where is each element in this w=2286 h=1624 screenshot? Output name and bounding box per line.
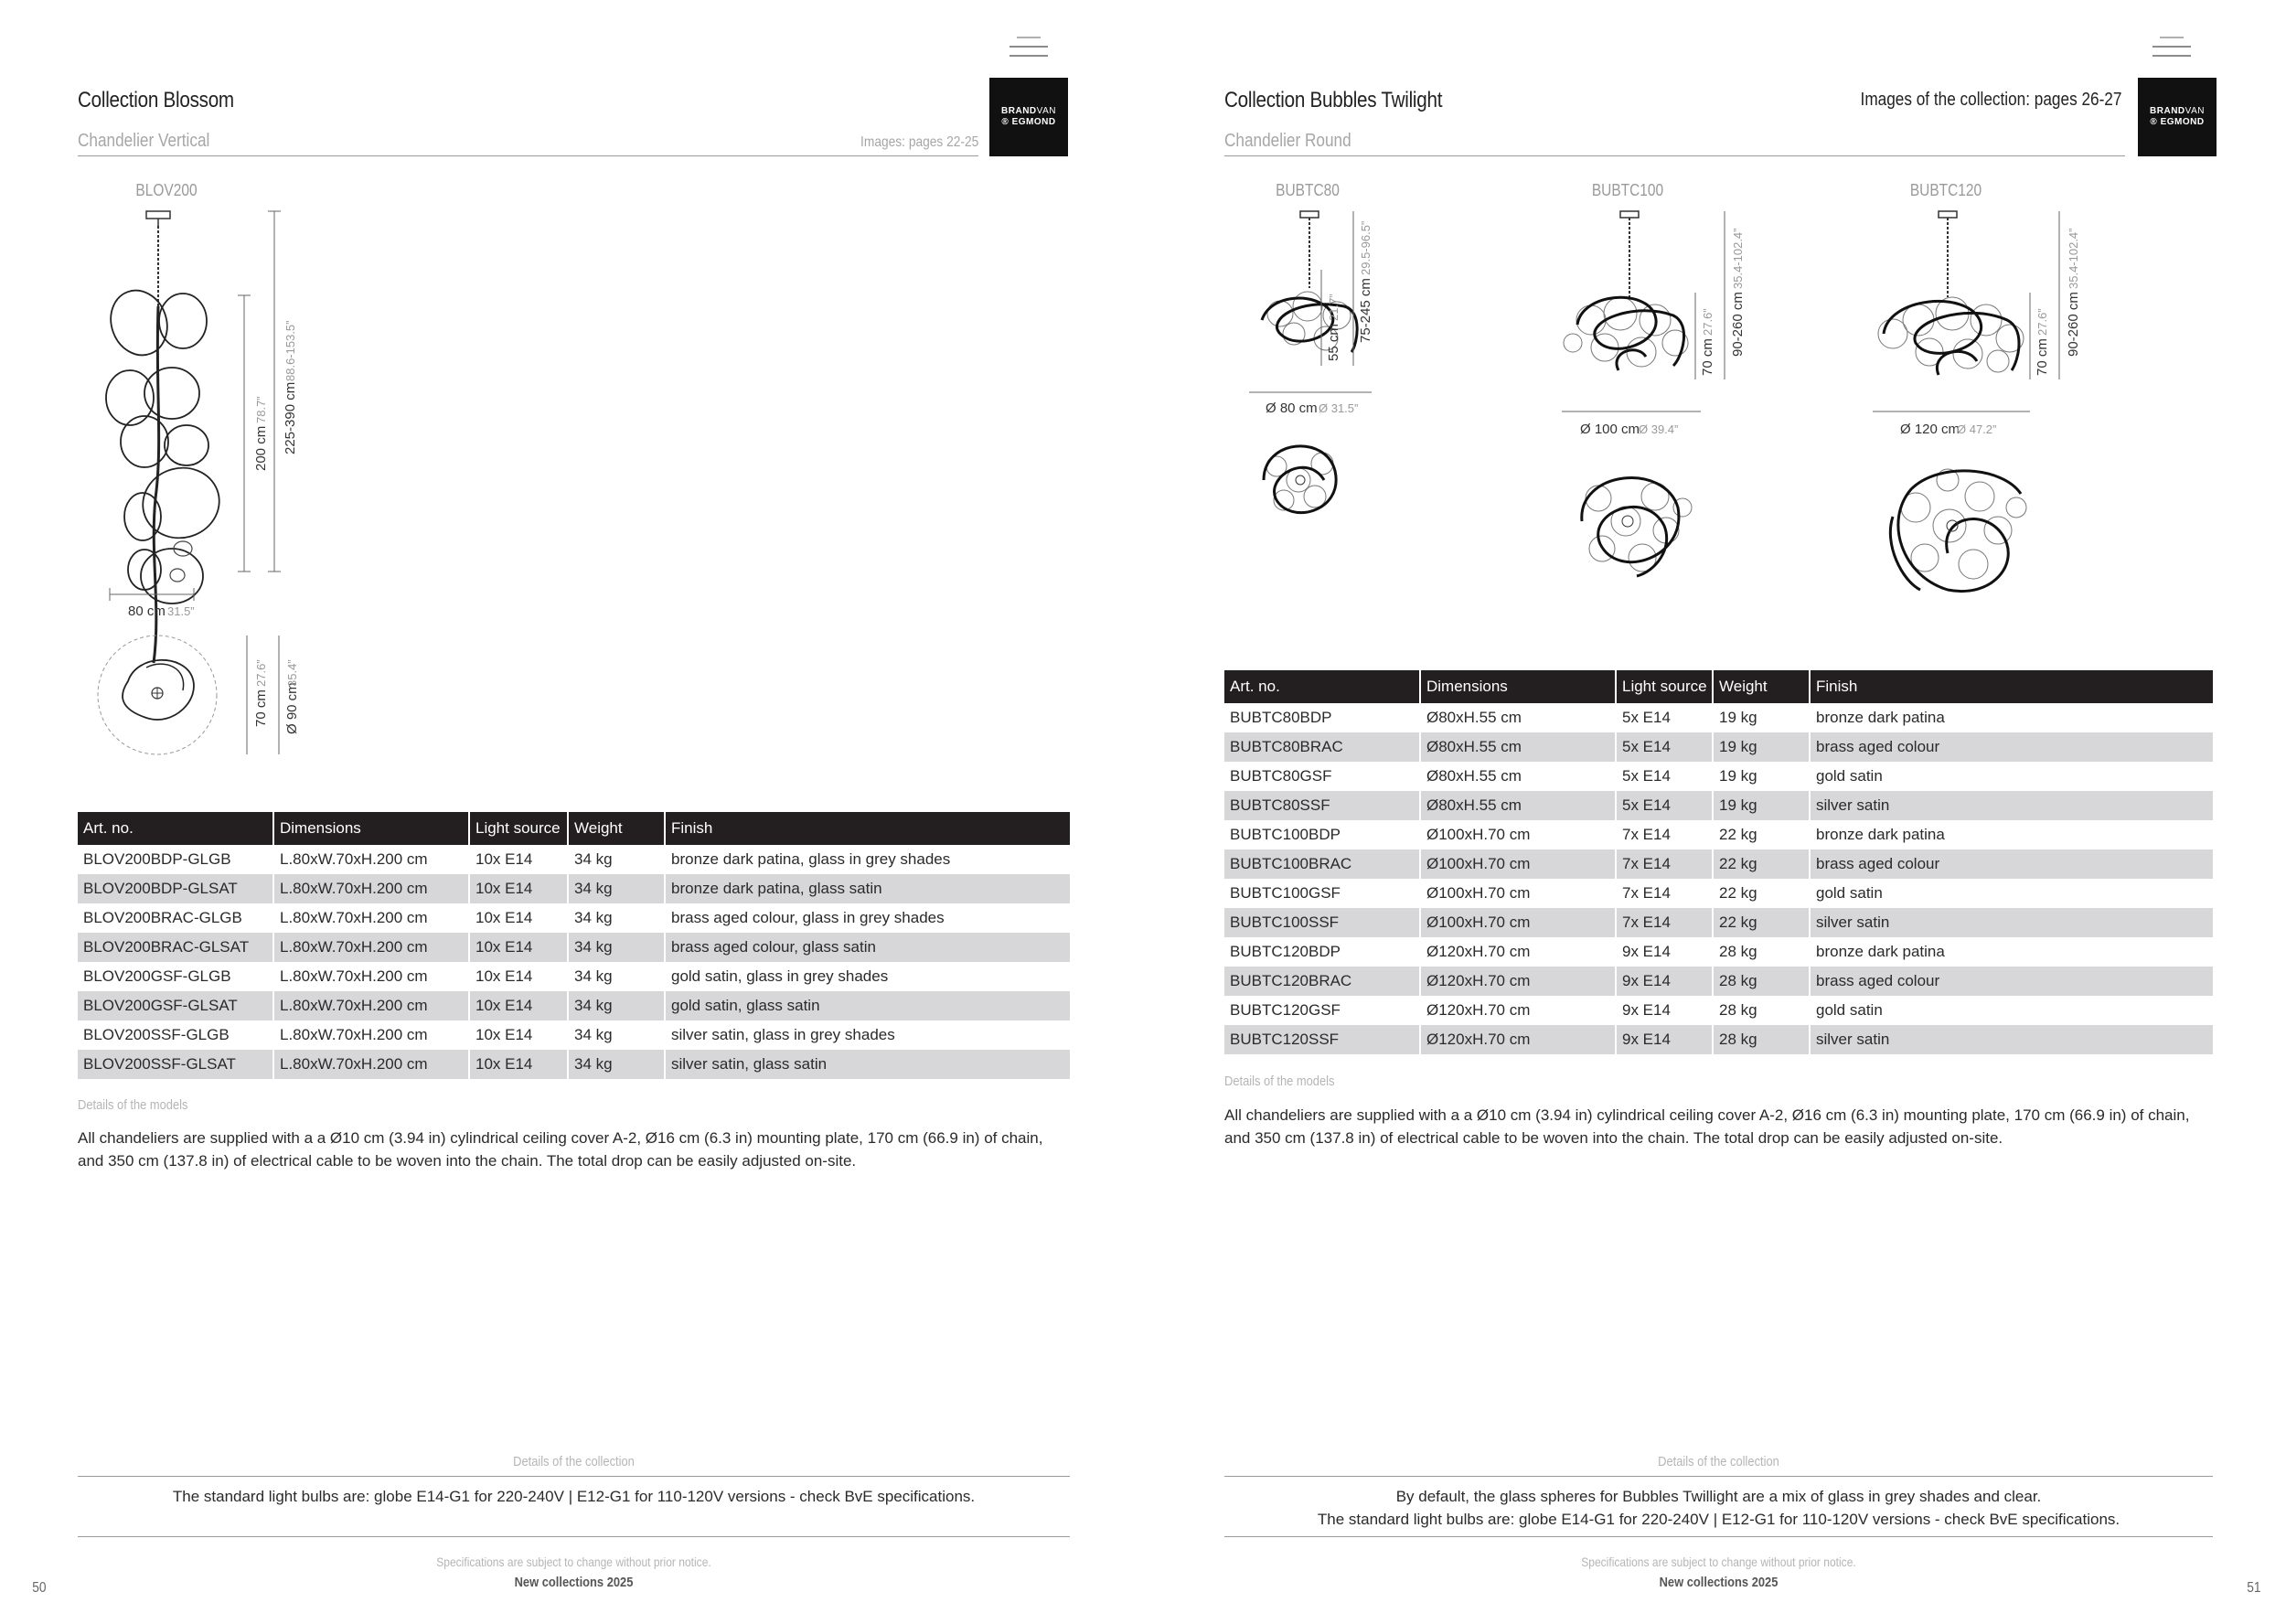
cell: BLOV200SSF-GLSAT	[78, 1050, 273, 1079]
cell: Ø80xH.55 cm	[1420, 703, 1616, 732]
cell: 34 kg	[568, 962, 665, 991]
bubtc120-height-inch: 27.6”	[2035, 308, 2049, 336]
cell: gold satin	[1816, 1001, 1883, 1019]
cell: 34 kg	[568, 845, 665, 874]
bubtc80-diameter-inch: Ø 31.5”	[1319, 401, 1359, 415]
cell: Ø80xH.55 cm	[1420, 791, 1616, 820]
cell: 5x E14	[1616, 703, 1713, 732]
model-label-bubtc120: BUBTC120	[1909, 181, 1982, 199]
cell: L.80xW.70xH.200 cm	[273, 874, 469, 903]
col-light-source: Light source	[1616, 670, 1713, 703]
cell: BUBTC100GSF	[1224, 879, 1420, 908]
collection-rule-top	[1224, 1476, 2213, 1477]
cell: Ø120xH.70 cm	[1420, 937, 1616, 967]
col-light-source: Light source	[469, 812, 568, 845]
cell: 22 kg	[1713, 908, 1810, 937]
details-models-label: Details of the models	[1224, 1074, 1335, 1089]
bubtc120-diameter: Ø 120 cm	[1900, 422, 1960, 437]
cell: BUBTC120GSF	[1224, 996, 1420, 1025]
cell: 34 kg	[568, 1050, 665, 1079]
cell: bronze dark patina, glass in grey shades	[671, 850, 951, 868]
col-weight: Weight	[1713, 670, 1810, 703]
blossom-chandelier-drawing	[91, 206, 329, 773]
bubtc120-drawing	[1865, 206, 2103, 626]
cell: 34 kg	[568, 874, 665, 903]
cell: gold satin, glass in grey shades	[671, 967, 889, 985]
table-header-row	[78, 812, 1070, 845]
cell: BLOV200BRAC-GLGB	[78, 903, 273, 933]
bubtc80-drop: 75-245 cm	[1358, 278, 1373, 343]
cell: 9x E14	[1616, 996, 1713, 1025]
table-row	[78, 874, 1070, 903]
table-row	[78, 962, 1070, 991]
cell: Ø80xH.55 cm	[1420, 762, 1616, 791]
cell: bronze dark patina	[1816, 826, 1945, 843]
cell: Ø120xH.70 cm	[1420, 1025, 1616, 1054]
cell: BLOV200GSF-GLGB	[78, 962, 273, 991]
top-height-inch: 27.6”	[254, 659, 268, 687]
cell: BUBTC120SSF	[1224, 1025, 1420, 1054]
cell: silver satin	[1810, 908, 2213, 937]
menu-lines-icon[interactable]	[2152, 37, 2191, 64]
bubtc120-drop: 90-260 cm	[2066, 292, 2081, 357]
table-row	[78, 845, 1070, 874]
cell: L.80xW.70xH.200 cm	[273, 991, 469, 1020]
cell: 22 kg	[1713, 849, 1810, 879]
images-reference: Images: pages 22-25	[860, 134, 978, 150]
width-label: 80 cm	[128, 604, 166, 619]
bubtc100-diameter: Ø 100 cm	[1580, 422, 1640, 437]
spec-table	[1224, 670, 2213, 1054]
cell: 7x E14	[1616, 820, 1713, 849]
title-rule	[78, 155, 978, 156]
bubtc100-height: 70 cm	[1700, 338, 1715, 376]
cell: 10x E14	[469, 1020, 568, 1050]
details-collection-text-1: By default, the glass spheres for Bubbles Twillight are a mix of glass in grey shades and clear.	[1395, 1488, 2042, 1505]
bubtc100-drop-inch: 35.4-102.4”	[1731, 228, 1745, 289]
table-row	[78, 1050, 1070, 1079]
collection-title: Collection Blossom	[78, 88, 234, 112]
details-models-text: All chandeliers are supplied with a a Ø10 cm (3.94 in) cylindrical ceiling cover A-2, Ø16 cm (6.3 in) mounting plate, 170 cm (66.9 in) of chain, and 350 cm (137.8 in) of electrical cable to be woven into the chain. The total drop can be easily adjusted on-site.	[78, 1129, 1043, 1170]
cell: brass aged colour	[1810, 967, 2213, 996]
cell: 9x E14	[1616, 1025, 1713, 1054]
table-row	[1224, 996, 2213, 1025]
cell: Ø80xH.55 cm	[1420, 732, 1616, 762]
cell: 22 kg	[1713, 820, 1810, 849]
model-label: BLOV200	[135, 181, 198, 199]
right-page	[1143, 0, 2286, 1624]
height-body-inch: 78.7”	[254, 396, 268, 423]
cell: 10x E14	[469, 903, 568, 933]
cell: silver satin, glass in grey shades	[671, 1026, 895, 1043]
col-dimensions: Dimensions	[1420, 670, 1616, 703]
cell: 10x E14	[469, 845, 568, 874]
bubtc100-height-inch: 27.6”	[1701, 308, 1714, 336]
cell: BUBTC100BRAC	[1224, 849, 1420, 879]
cell: BLOV200SSF-GLGB	[78, 1020, 273, 1050]
table-row	[1224, 820, 2213, 849]
model-label-bubtc100: BUBTC100	[1591, 181, 1664, 199]
cell: 10x E14	[469, 1050, 568, 1079]
cell: BLOV200BDP-GLGB	[78, 845, 273, 874]
bubtc100-drawing	[1554, 206, 1774, 626]
table-row	[1224, 937, 2213, 967]
table-row	[1224, 849, 2213, 879]
top-height-label: 70 cm	[253, 689, 269, 727]
cell: BUBTC100SSF	[1224, 908, 1420, 937]
cell: BUBTC120BDP	[1224, 937, 1420, 967]
cell: 28 kg	[1713, 996, 1810, 1025]
cell: gold satin	[1816, 767, 1883, 785]
cell: 10x E14	[469, 962, 568, 991]
details-models-text: All chandeliers are supplied with a a Ø10 cm (3.94 in) cylindrical ceiling cover A-2, Ø16 cm (6.3 in) mounting plate, 170 cm (66.9 in) of chain, and 350 cm (137.8 in) of electrical cable to be woven into the chain. The total drop can be easily adjusted on-site.	[1224, 1106, 2190, 1147]
collection-subtitle: Chandelier Round	[1224, 131, 1351, 151]
spec-table	[78, 812, 1070, 1079]
cell: BUBTC120BRAC	[1224, 967, 1420, 996]
cell: 7x E14	[1616, 908, 1713, 937]
top-diameter-inch: 35.4”	[285, 659, 299, 687]
cell: bronze dark patina	[1816, 709, 1945, 726]
cell: 7x E14	[1616, 849, 1713, 879]
table-row	[1224, 908, 2213, 937]
cell: 19 kg	[1713, 762, 1810, 791]
col-art-no: Art. no.	[78, 812, 273, 845]
cell: brass aged colour, glass in grey shades	[671, 909, 945, 926]
cell: brass aged colour	[1810, 732, 2213, 762]
collection-title: Collection Bubbles Twilight	[1224, 88, 1443, 112]
cell: 34 kg	[568, 991, 665, 1020]
cell: L.80xW.70xH.200 cm	[273, 962, 469, 991]
cell: brass aged colour, glass satin	[665, 933, 1070, 962]
details-models-label: Details of the models	[78, 1097, 188, 1113]
cell: silver satin	[1810, 1025, 2213, 1054]
details-collection-label: Details of the collection	[513, 1454, 635, 1469]
cell: L.80xW.70xH.200 cm	[273, 1050, 469, 1079]
col-weight: Weight	[568, 812, 665, 845]
cell: 34 kg	[568, 903, 665, 933]
title-rule	[1224, 155, 2125, 156]
cell: BUBTC80BDP	[1224, 703, 1420, 732]
bubtc80-drawing	[1244, 206, 1454, 544]
col-art-no: Art. no.	[1224, 670, 1420, 703]
cell: L.80xW.70xH.200 cm	[273, 933, 469, 962]
cell: 7x E14	[1616, 879, 1713, 908]
cell: gold satin, glass satin	[665, 991, 1070, 1020]
cell: 5x E14	[1616, 762, 1713, 791]
model-label-bubtc80: BUBTC80	[1276, 181, 1340, 199]
cell: BLOV200BRAC-GLSAT	[78, 933, 273, 962]
cell: 9x E14	[1616, 937, 1713, 967]
bubtc100-diameter-inch: Ø 39.4”	[1639, 422, 1679, 436]
cell: 5x E14	[1616, 791, 1713, 820]
col-dimensions: Dimensions	[273, 812, 469, 845]
collection-rule-bottom	[78, 1536, 1070, 1537]
cell: 22 kg	[1713, 879, 1810, 908]
bubtc120-diameter-inch: Ø 47.2”	[1957, 422, 1997, 436]
cell: silver satin	[1810, 791, 2213, 820]
table-row	[1224, 967, 2213, 996]
cell: bronze dark patina	[1816, 943, 1945, 960]
cell: gold satin	[1816, 884, 1883, 902]
cell: L.80xW.70xH.200 cm	[273, 845, 469, 874]
table-header-row	[1224, 670, 2213, 703]
bubtc100-drop: 90-260 cm	[1730, 292, 1746, 357]
table-row	[1224, 879, 2213, 908]
cell: BUBTC80GSF	[1224, 762, 1420, 791]
height-total-inch: 88.6-153.5”	[283, 320, 297, 381]
table-row	[1224, 732, 2213, 762]
cell: L.80xW.70xH.200 cm	[273, 1020, 469, 1050]
footer-notice: Specifications are subject to change without prior notice.	[1581, 1555, 1856, 1569]
collection-subtitle: Chandelier Vertical	[78, 131, 210, 151]
cell: 10x E14	[469, 991, 568, 1020]
cell: silver satin, glass satin	[665, 1050, 1070, 1079]
cell: 10x E14	[469, 874, 568, 903]
cell: BUBTC100BDP	[1224, 820, 1420, 849]
height-body-label: 200 cm	[253, 425, 269, 471]
table-row	[78, 1020, 1070, 1050]
height-total-label: 225-390 cm	[283, 381, 298, 454]
bubtc80-diameter: Ø 80 cm	[1266, 401, 1318, 416]
cell: Ø100xH.70 cm	[1420, 908, 1616, 937]
cell: Ø120xH.70 cm	[1420, 996, 1616, 1025]
bubtc80-height-inch: 21.7”	[1327, 294, 1341, 321]
table-row	[78, 903, 1070, 933]
collection-rule-top	[78, 1476, 1070, 1477]
footer-brand: New collections 2025	[514, 1575, 634, 1590]
top-diameter-label: Ø 90 cm	[284, 682, 300, 734]
details-collection-text: The standard light bulbs are: globe E14-G1 for 220-240V | E12-G1 for 110-120V versions - check BvE specifications.	[172, 1488, 976, 1505]
cell: 28 kg	[1713, 1025, 1810, 1054]
cell: Ø120xH.70 cm	[1420, 967, 1616, 996]
cell: 34 kg	[568, 1020, 665, 1050]
details-collection-text-2: The standard light bulbs are: globe E14-G1 for 220-240V | E12-G1 for 110-120V versions - check BvE specifications.	[1317, 1511, 2120, 1528]
table-row	[1224, 791, 2213, 820]
cell: 9x E14	[1616, 967, 1713, 996]
cell: 34 kg	[568, 933, 665, 962]
cell: BLOV200GSF-GLSAT	[78, 991, 273, 1020]
col-finish: Finish	[665, 812, 1070, 845]
cell: bronze dark patina, glass satin	[665, 874, 1070, 903]
bubtc80-height: 55 cm	[1326, 324, 1341, 361]
table-row	[1224, 762, 2213, 791]
cell: 10x E14	[469, 933, 568, 962]
cell: Ø100xH.70 cm	[1420, 849, 1616, 879]
cell: 19 kg	[1713, 732, 1810, 762]
width-inch: 31.5”	[167, 604, 195, 618]
brand-logo: BRANDVAN ® EGMOND	[989, 78, 1068, 156]
collection-rule-bottom	[1224, 1536, 2213, 1537]
footer-brand: New collections 2025	[1659, 1575, 1779, 1590]
cell: 19 kg	[1713, 703, 1810, 732]
cell: 19 kg	[1713, 791, 1810, 820]
footer-notice: Specifications are subject to change without prior notice.	[436, 1555, 711, 1569]
cell: L.80xW.70xH.200 cm	[273, 903, 469, 933]
menu-lines-icon[interactable]	[1009, 37, 1048, 64]
details-collection-label: Details of the collection	[1658, 1454, 1779, 1469]
cell: BUBTC80SSF	[1224, 791, 1420, 820]
table-row	[1224, 1025, 2213, 1054]
page-number: 51	[2247, 1580, 2261, 1596]
cell: 28 kg	[1713, 967, 1810, 996]
cell: 28 kg	[1713, 937, 1810, 967]
cell: brass aged colour	[1810, 849, 2213, 879]
brand-logo: BRANDVAN ® EGMOND	[2138, 78, 2217, 156]
cell: BLOV200BDP-GLSAT	[78, 874, 273, 903]
cell: Ø100xH.70 cm	[1420, 820, 1616, 849]
col-finish: Finish	[1810, 670, 2213, 703]
table-row	[78, 991, 1070, 1020]
table-row	[78, 933, 1070, 962]
cell: Ø100xH.70 cm	[1420, 879, 1616, 908]
bubtc80-drop-inch: 29.5-96.5”	[1359, 220, 1373, 275]
cell: BUBTC80BRAC	[1224, 732, 1420, 762]
page-number: 50	[32, 1580, 47, 1596]
images-reference: Images of the collection: pages 26-27	[1860, 90, 2121, 110]
cell: 5x E14	[1616, 732, 1713, 762]
bubtc120-height: 70 cm	[2035, 338, 2050, 376]
bubtc120-drop-inch: 35.4-102.4”	[2067, 228, 2080, 289]
table-row	[1224, 703, 2213, 732]
